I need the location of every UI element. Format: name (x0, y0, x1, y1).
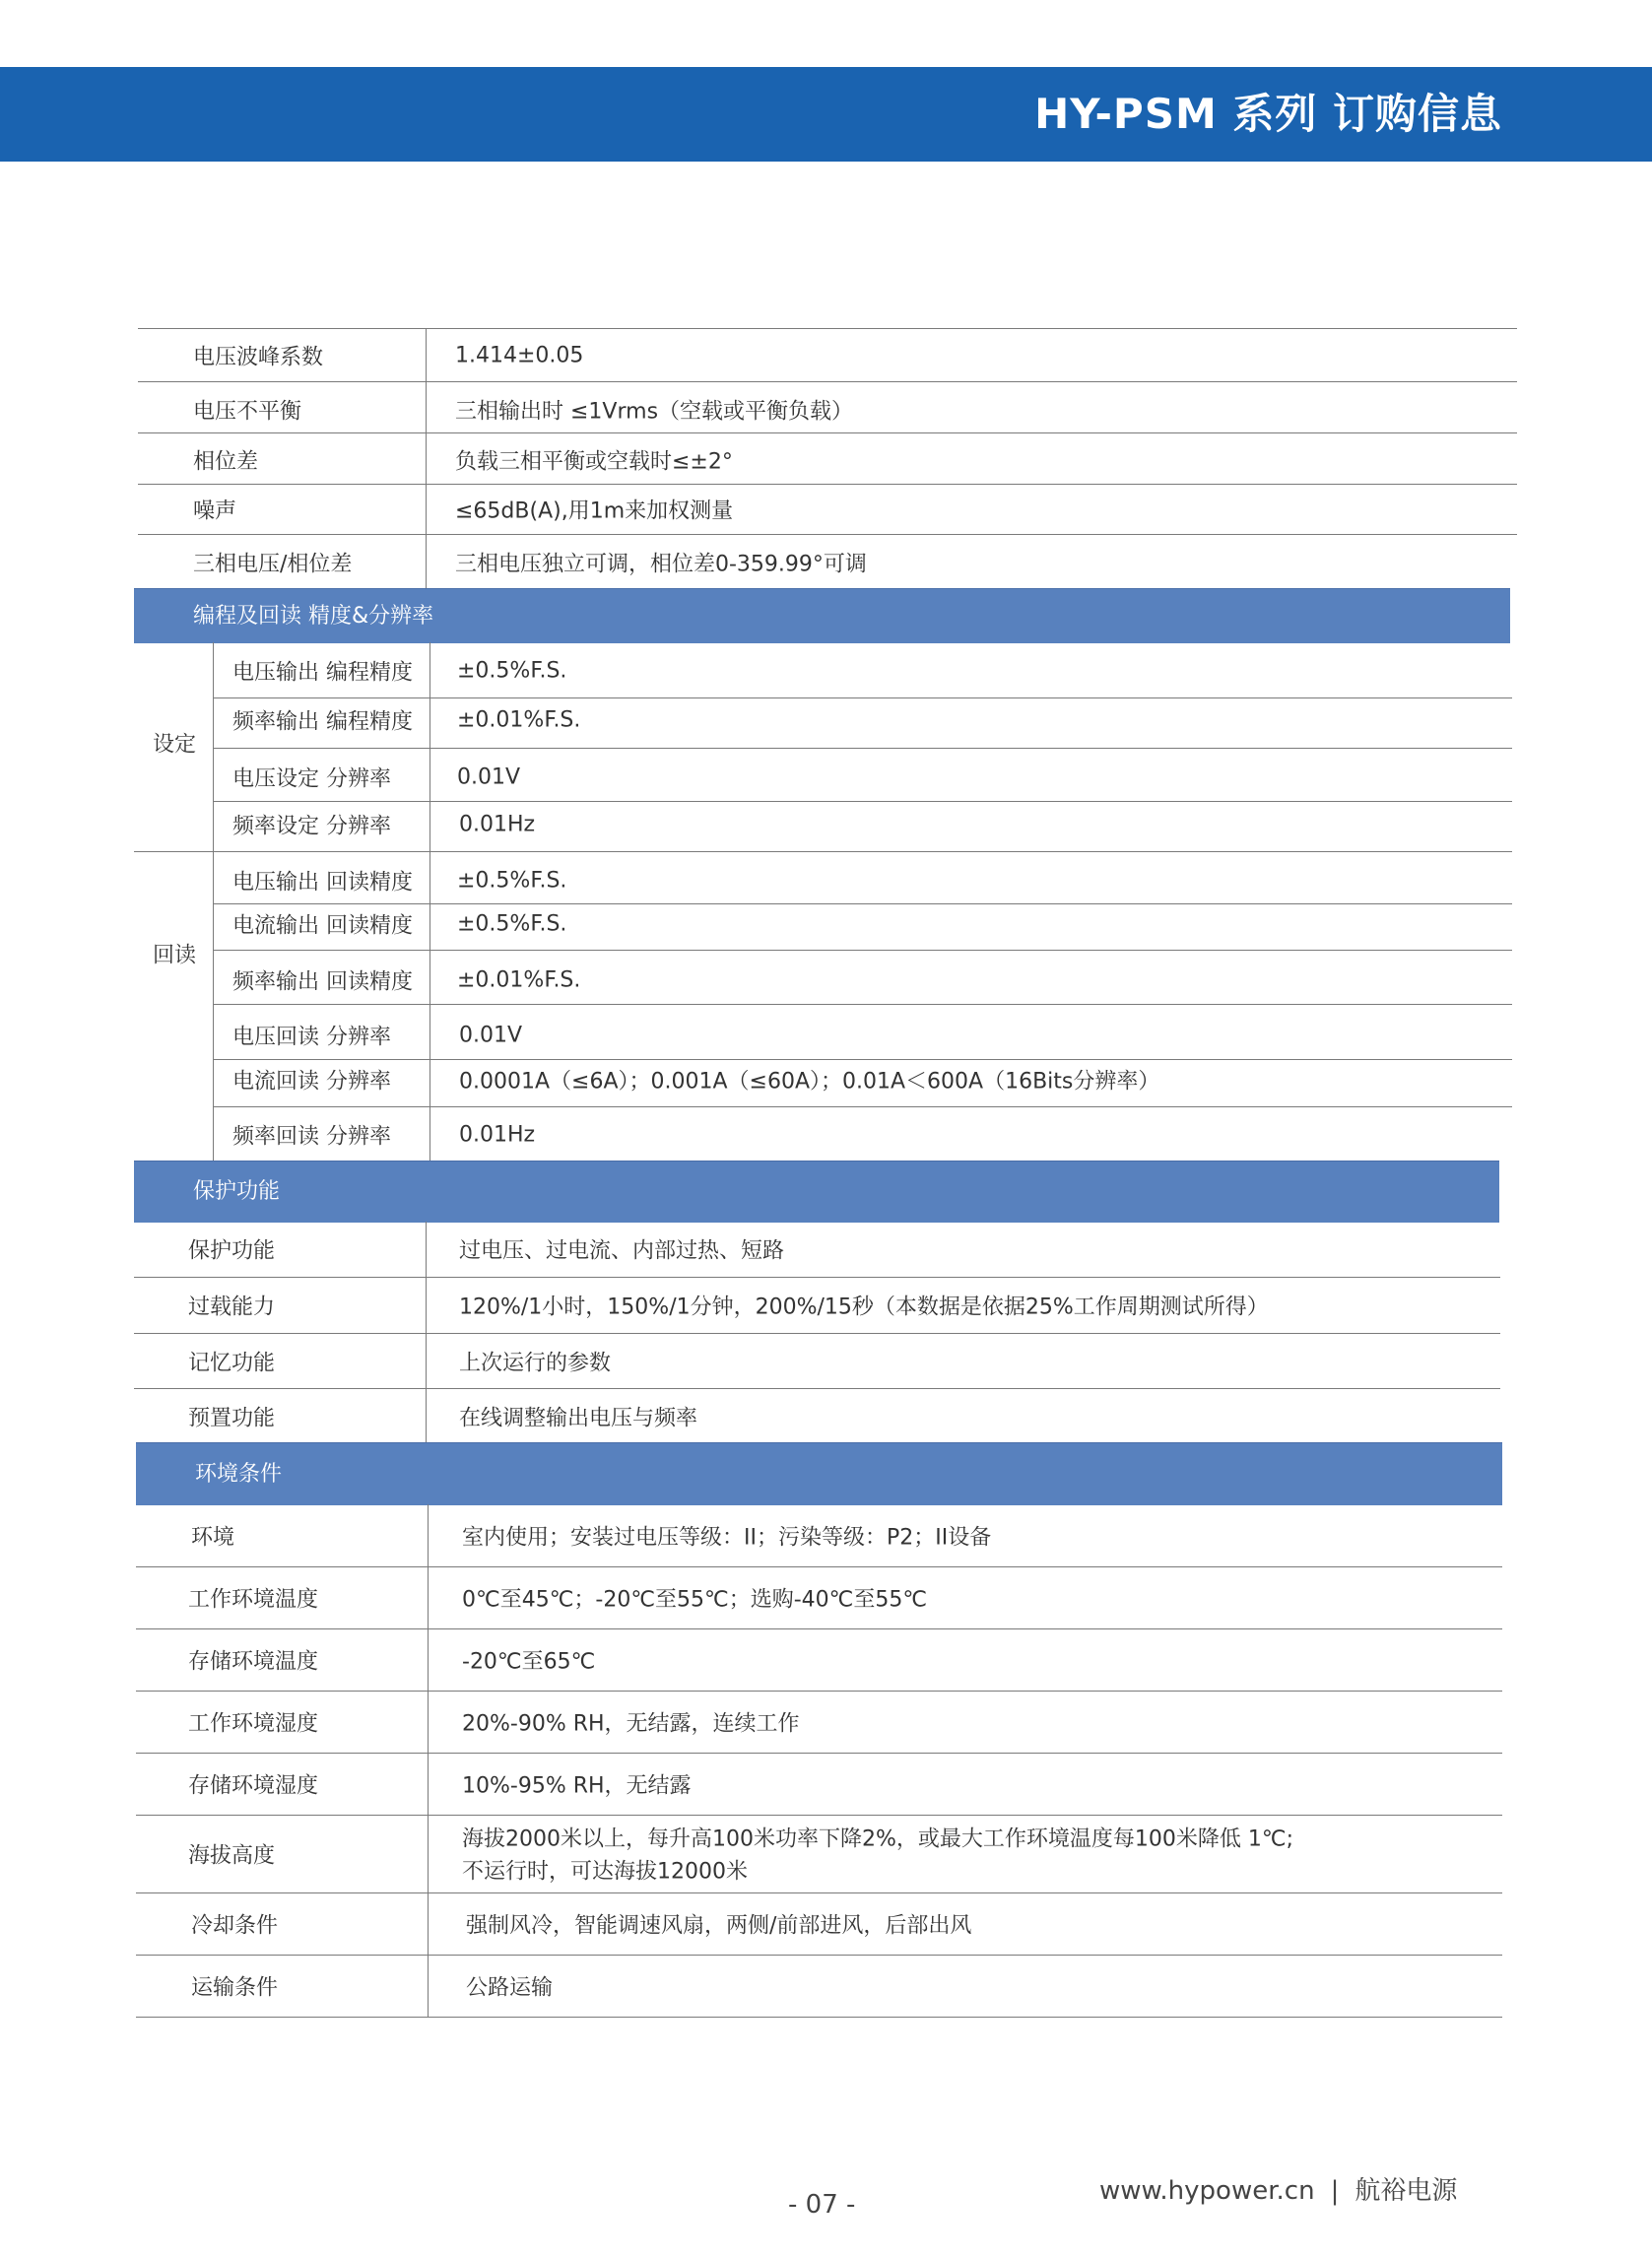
company-name: 航裕电源 (1355, 2176, 1458, 2206)
spec-value: ±0.01%F.S. (457, 967, 581, 993)
spec-label: 相位差 (193, 449, 259, 475)
spec-label: 频率输出 编程精度 (232, 709, 413, 735)
row-divider (213, 1059, 1512, 1060)
spec-value: 三相输出时 ≤1Vrms（空载或平衡负载） (455, 399, 854, 425)
spec-value: ±0.5%F.S. (457, 868, 567, 894)
spec-label: 存储环境温度 (188, 1649, 319, 1675)
spec-value: ±0.5%F.S. (457, 911, 567, 937)
row-divider (136, 2017, 1502, 2018)
spec-value: 0.01V (459, 1023, 523, 1048)
section-title: 环境条件 (195, 1461, 283, 1487)
row-divider (138, 328, 1517, 329)
column-divider (213, 851, 214, 1161)
column-divider (213, 642, 214, 851)
column-divider (426, 1222, 427, 1442)
spec-label: 电流回读 分辨率 (232, 1069, 391, 1095)
row-divider (213, 801, 1512, 802)
spec-label: 工作环境湿度 (188, 1711, 319, 1737)
row-divider (138, 381, 1517, 382)
row-divider (213, 903, 1512, 904)
spec-label: 电压波峰系数 (193, 345, 324, 370)
section-header-protection (134, 1161, 1499, 1223)
section-header-environment (136, 1442, 1502, 1505)
spec-label: 记忆功能 (188, 1351, 276, 1376)
spec-label: 冷却条件 (191, 1913, 279, 1939)
spec-label: 预置功能 (188, 1406, 276, 1431)
row-divider (134, 1333, 1500, 1334)
spec-value: 20%-90% RH，无结露，连续工作 (462, 1711, 800, 1737)
spec-value: 公路运输 (466, 1975, 554, 2001)
spec-label: 频率设定 分辨率 (232, 814, 391, 839)
row-divider (136, 1566, 1502, 1567)
row-divider (136, 1815, 1502, 1816)
spec-value: 0℃至45℃；-20℃至55℃；选购-40℃至55℃ (462, 1587, 928, 1613)
spec-value: 1.414±0.05 (455, 343, 584, 368)
spec-value: 负载三相平衡或空载时≤±2° (455, 449, 733, 475)
row-divider (138, 484, 1517, 485)
spec-label: 电压输出 回读精度 (232, 870, 413, 896)
spec-value: 强制风冷，智能调速风扇，两侧/前部进风，后部出风 (466, 1913, 972, 1939)
footer-separator: | (1330, 2176, 1340, 2206)
section-title: 编程及回读 精度&分辨率 (193, 603, 434, 629)
spec-label: 环境 (191, 1525, 235, 1551)
row-divider (136, 1892, 1502, 1893)
row-divider (138, 432, 1517, 433)
row-divider (213, 748, 1512, 749)
spec-label: 噪声 (193, 498, 237, 524)
page-title: HY-PSM 系列 订购信息 (1034, 90, 1502, 138)
spec-label: 电压设定 分辨率 (232, 766, 391, 792)
spec-value: 10%-95% RH，无结露 (462, 1773, 692, 1799)
spec-label: 电压输出 编程精度 (232, 660, 413, 686)
row-divider (213, 1004, 1512, 1005)
spec-value: ±0.5%F.S. (457, 658, 567, 684)
row-divider (136, 1753, 1502, 1754)
spec-value: 0.01Hz (459, 812, 536, 837)
spec-value: 0.01V (457, 764, 521, 790)
spec-value-line-1: 海拔2000米以上，每升高100米功率下降2%，或最大工作环境温度每100米降低 1℃; (462, 1826, 1293, 1852)
spec-label: 保护功能 (188, 1238, 276, 1264)
spec-value: 0.01Hz (459, 1122, 536, 1148)
row-divider (134, 851, 1512, 852)
column-divider (428, 1504, 429, 2017)
spec-value: 三相电压独立可调，相位差0-359.99°可调 (455, 552, 867, 577)
row-divider (136, 1691, 1502, 1692)
spec-label: 海拔高度 (188, 1843, 276, 1869)
row-divider (134, 1277, 1500, 1278)
section-header-precision (134, 588, 1510, 643)
spec-value: ±0.01%F.S. (457, 707, 581, 733)
spec-label: 工作环境温度 (188, 1587, 319, 1613)
column-divider (426, 328, 427, 588)
spec-label: 运输条件 (191, 1975, 279, 2001)
spec-label: 三相电压/相位差 (193, 552, 353, 577)
spec-value-line-2: 不运行时，可达海拔12000米 (462, 1859, 748, 1885)
footer-brand (1099, 2170, 1457, 2207)
website-link[interactable]: www.hypower.cn (1099, 2176, 1315, 2206)
spec-value: ≤65dB(A),用1m来加权测量 (455, 498, 734, 524)
spec-label: 电流输出 回读精度 (232, 913, 413, 939)
spec-label: 电压不平衡 (193, 399, 302, 425)
spec-label: 频率输出 回读精度 (232, 969, 413, 995)
spec-label: 频率回读 分辨率 (232, 1124, 391, 1150)
group-label-setting: 设定 (152, 732, 197, 758)
spec-label: 电压回读 分辨率 (232, 1025, 391, 1050)
spec-value: 在线调整输出电压与频率 (459, 1406, 698, 1431)
row-divider (134, 1388, 1500, 1389)
spec-label: 存储环境湿度 (188, 1773, 319, 1799)
group-label-readback: 回读 (152, 943, 197, 968)
row-divider (213, 697, 1512, 698)
spec-value: 上次运行的参数 (459, 1351, 612, 1376)
row-divider (136, 1955, 1502, 1956)
row-divider (213, 1106, 1512, 1107)
page-number: - 07 - (788, 2190, 856, 2220)
spec-value: 过电压、过电流、内部过热、短路 (459, 1238, 785, 1264)
row-divider (213, 950, 1512, 951)
row-divider (138, 534, 1517, 535)
row-divider (136, 1628, 1502, 1629)
spec-value: 室内使用；安装过电压等级：II；污染等级：P2；II设备 (462, 1525, 992, 1551)
spec-value: 0.0001A（≤6A）；0.001A（≤60A）；0.01A＜600A（16Bits分辨率） (459, 1069, 1160, 1095)
section-title: 保护功能 (193, 1179, 281, 1204)
spec-value: -20℃至65℃ (462, 1649, 596, 1675)
spec-value: 120%/1小时，150%/1分钟，200%/15秒（本数据是依据25%工作周期测试所得） (459, 1294, 1269, 1320)
spec-label: 过载能力 (188, 1294, 276, 1320)
